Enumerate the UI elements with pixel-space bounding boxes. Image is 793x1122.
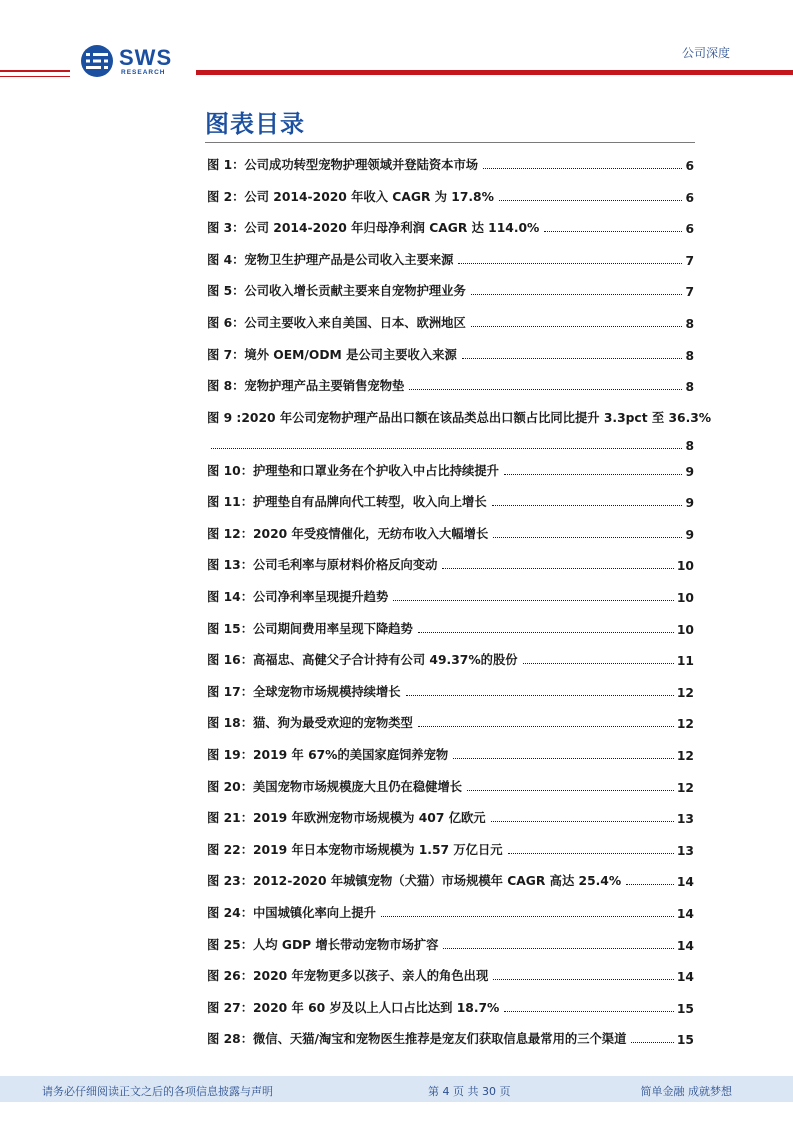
toc-leader	[471, 294, 683, 295]
toc-entry[interactable]	[207, 1029, 694, 1047]
toc-entry-page: 14	[676, 938, 694, 953]
toc-entry[interactable]	[207, 871, 694, 889]
footer-slogan: 简单金融 成就梦想	[640, 1085, 732, 1098]
toc-entry-page: 15	[676, 1033, 694, 1048]
toc-entry[interactable]	[207, 808, 694, 826]
toc-entry-title: 图 2：公司 2014-2020 年收入 CAGR 为 17.8%	[207, 189, 494, 204]
toc-leader	[458, 263, 682, 264]
toc-leader	[491, 821, 674, 822]
toc-entry-page: 12	[676, 780, 694, 795]
toc-entry-page: 9	[685, 527, 694, 542]
toc-leader	[492, 505, 683, 506]
toc-entry-title: 图 8：宠物护理产品主要销售宠物垫	[207, 379, 405, 394]
toc-entry[interactable]	[207, 966, 694, 984]
toc-entry-page: 10	[676, 622, 694, 637]
toc-leader	[393, 600, 674, 601]
toc-entry-page: 13	[676, 812, 694, 827]
toc-entry-title: 图 10：护理垫和口罩业务在个护收入中占比持续提升	[207, 463, 499, 478]
toc-entry-page: 14	[676, 970, 694, 985]
toc-entry-title: 图 18：猫、狗为最受欢迎的宠物类型	[207, 716, 413, 731]
toc-leader	[483, 168, 682, 169]
section-label: 公司深度	[681, 46, 730, 60]
header-divider-left	[0, 70, 70, 72]
toc-entry-page: 13	[676, 843, 694, 858]
toc-entry-title: 图 11：护理垫自有品牌向代工转型，收入向上增长	[207, 495, 487, 510]
toc-entry-page: 14	[676, 875, 694, 890]
toc-entry[interactable]	[207, 682, 694, 700]
toc-entry[interactable]	[207, 840, 694, 858]
toc-leader	[467, 790, 674, 791]
toc-entry[interactable]	[207, 903, 694, 921]
toc-entry-page: 8	[685, 380, 694, 395]
toc-entry-title: 图 24：中国城镇化率向上提升	[207, 905, 376, 920]
toc-entry[interactable]	[207, 408, 712, 453]
header-divider-left-thin	[0, 76, 70, 77]
toc-entry[interactable]	[207, 555, 694, 573]
toc-leader	[523, 663, 674, 664]
toc-leader	[504, 474, 683, 475]
toc-entry-page: 8	[685, 317, 694, 331]
toc-entry-title: 图 16：高福忠、高健父子合计持有公司 49.37%的股份	[207, 653, 518, 668]
sws-logo-icon	[80, 44, 114, 78]
toc-title-rule	[205, 142, 695, 143]
toc-entry[interactable]	[207, 998, 694, 1016]
logo-subtext: RESEARCH	[121, 69, 166, 76]
toc-entry[interactable]	[207, 376, 694, 394]
toc-entry[interactable]	[207, 250, 694, 268]
toc-entry[interactable]	[207, 777, 694, 795]
toc-leader	[442, 568, 673, 569]
toc-leader	[544, 231, 682, 232]
toc-entry[interactable]	[207, 492, 694, 510]
toc-entry-page: 10	[676, 590, 694, 605]
footer-disclaimer: 请务必仔细阅读正文之后的各项信息披露与声明	[42, 1085, 273, 1098]
toc-leader	[508, 853, 674, 854]
toc-entry[interactable]	[207, 281, 694, 299]
toc-entry-title: 图 12：2020 年受疫情催化，无纺布收入大幅增长	[207, 526, 489, 541]
toc-entry-title: 图 7：境外 OEM/ODM 是公司主要收入来源	[207, 347, 457, 362]
toc-entry-page: 11	[676, 654, 694, 669]
toc-entry-page: 7	[685, 285, 694, 300]
toc-leader	[626, 884, 674, 885]
toc-title: 图表目录	[205, 110, 305, 138]
toc-entry-page: 12	[676, 748, 694, 763]
toc-entry-page: 6	[685, 190, 694, 205]
toc-entry[interactable]	[207, 524, 694, 542]
toc-entry-title: 图 26：2020 年宠物更多以孩子、亲人的角色出现	[207, 969, 489, 984]
toc-entry-title: 图 25：人均 GDP 增长带动宠物市场扩容	[207, 937, 439, 952]
header-divider-right	[196, 70, 793, 75]
toc-entry[interactable]	[207, 313, 694, 331]
toc-entry[interactable]	[207, 345, 694, 363]
toc-entry-title: 图 3：公司 2014-2020 年归母净利润 CAGR 达 114.0%	[207, 221, 540, 236]
toc-entry-title: 图 4：宠物卫生护理产品是公司收入主要来源	[207, 252, 454, 267]
toc-leader	[462, 358, 683, 359]
logo-text: SWS	[119, 45, 173, 70]
toc-entry-title: 图 14：公司净利率呈现提升趋势	[207, 589, 389, 604]
toc-entry[interactable]	[207, 155, 694, 173]
toc-leader	[499, 200, 683, 201]
toc-entry[interactable]	[207, 650, 694, 668]
toc-entry-title: 图 15：公司期间费用率呈现下降趋势	[207, 621, 413, 636]
toc-leader	[381, 916, 674, 917]
toc-entry-title: 图 19：2019 年 67%的美国家庭饲养宠物	[207, 747, 449, 762]
toc-leader	[211, 448, 682, 449]
toc-entry-page: 12	[676, 717, 694, 732]
footer-page-info: 第 4 页 共 30 页	[428, 1085, 511, 1098]
toc-entry-title: 图 20：美国宠物市场规模庞大且仍在稳健增长	[207, 779, 463, 794]
toc-leader	[631, 1042, 673, 1043]
toc-entry-page: 14	[676, 906, 694, 921]
toc-entry-page: 6	[685, 222, 694, 237]
toc-entry[interactable]	[207, 187, 694, 205]
toc-entry-title: 图 23：2012-2020 年城镇宠物（犬猫）市场规模年 CAGR 高达 25.4%	[207, 874, 622, 889]
toc-entry-page: 6	[685, 159, 694, 173]
toc-leader	[443, 948, 673, 949]
toc-entry[interactable]	[207, 619, 694, 637]
toc-leader	[409, 389, 682, 390]
toc-entry[interactable]	[207, 745, 694, 763]
toc-entry-page: 9	[685, 464, 694, 479]
toc-leader	[504, 1011, 673, 1012]
toc-entry-title: 图 28：微信、天猫/淘宝和宠物医生推荐是宠友们获取信息最常用的三个渠道	[207, 1032, 627, 1047]
toc-entry-title: 图 1：公司成功转型宠物护理领域并登陆资本市场	[207, 158, 479, 172]
toc-entry-title: 图 22：2019 年日本宠物市场规模为 1.57 万亿日元	[207, 842, 503, 857]
toc-entry-title: 图 5：公司收入增长贡献主要来自宠物护理业务	[207, 284, 466, 299]
toc-entry-title: 图 27：2020 年 60 岁及以上人口占比达到 18.7%	[207, 1000, 500, 1015]
toc-entry[interactable]	[207, 935, 694, 953]
toc-entry-title: 图 13：公司毛利率与原材料价格反向变动	[207, 558, 438, 573]
toc-entry-title: 图 21：2019 年欧洲宠物市场规模为 407 亿欧元	[207, 811, 486, 826]
toc-entry-title: 图 17：全球宠物市场规模持续增长	[207, 684, 401, 699]
toc-entry-title: 图 6：公司主要收入来自美国、日本、欧洲地区	[207, 316, 466, 330]
toc-entry-page: 8	[685, 348, 694, 363]
toc-entry[interactable]	[207, 461, 694, 479]
toc-leader	[418, 632, 674, 633]
toc-entry-page: 12	[676, 685, 694, 700]
toc-entry-page: 7	[685, 253, 694, 268]
toc-entry[interactable]	[207, 218, 694, 236]
toc-entry-page: 15	[676, 1001, 694, 1016]
toc-leader	[418, 726, 674, 727]
toc-leader	[406, 695, 674, 696]
toc-leader	[493, 537, 682, 538]
toc-entry[interactable]	[207, 713, 694, 731]
toc-leader	[493, 979, 674, 980]
toc-leader	[471, 326, 683, 327]
toc-leader	[453, 758, 674, 759]
toc-entry-page: 10	[676, 559, 694, 574]
toc-entry-title: 图 9 :2020 年公司宠物护理产品出口额在该品类总出口额占比同比提升 3.3pct 至 36.3%	[207, 410, 712, 425]
toc-entry-page: 9	[685, 496, 694, 511]
toc-entry[interactable]	[207, 587, 694, 605]
toc-entry-page: 8	[685, 438, 694, 453]
sws-logo	[80, 44, 185, 80]
